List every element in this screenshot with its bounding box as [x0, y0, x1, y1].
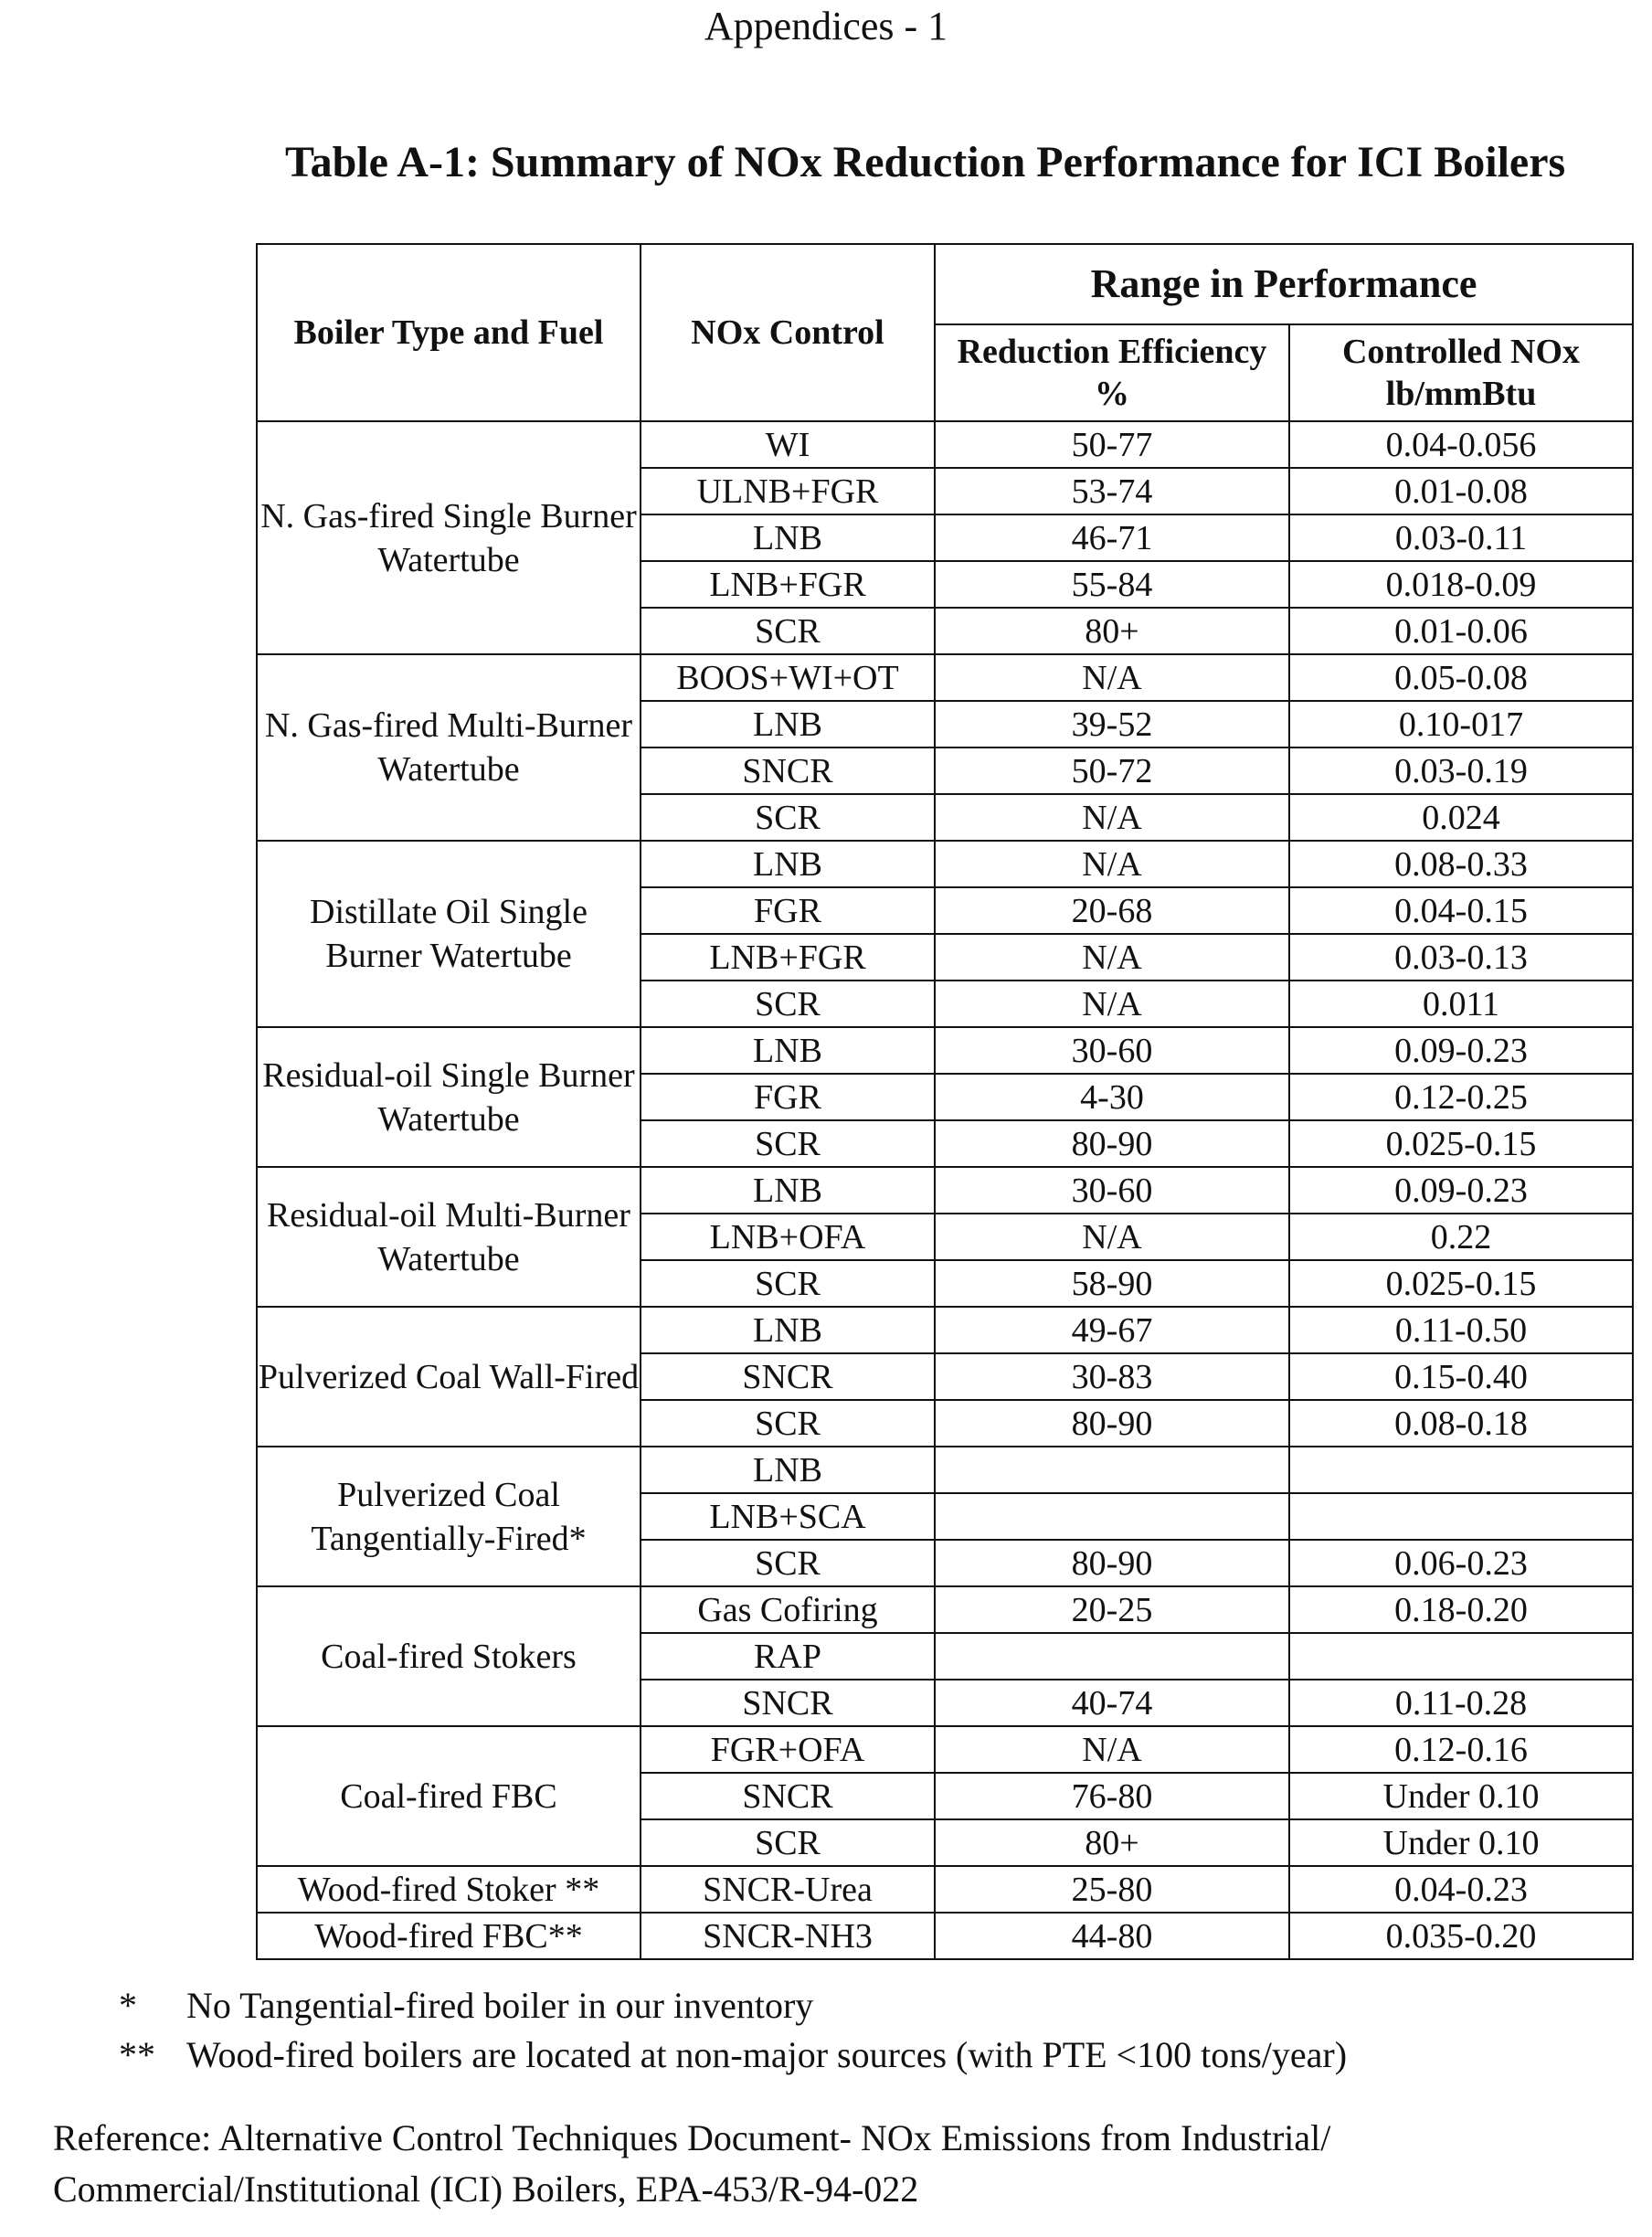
header-reduction-efficiency: Reduction Efficiency %	[935, 324, 1289, 421]
footnotes	[119, 1981, 1347, 2080]
reduction-efficiency-cell: 53-74	[935, 468, 1289, 514]
controlled-nox-cell: 0.09-0.23	[1289, 1167, 1633, 1214]
nox-control-cell: SCR	[641, 1120, 935, 1167]
reference-line: Commercial/Institutional (ICI) Boilers, EPA-453/R-94-022	[53, 2168, 919, 2210]
table-row	[257, 1586, 1633, 1633]
reference-line: Reference: Alternative Control Techniques Document- NOx Emissions from Industrial/	[53, 2117, 1331, 2158]
nox-control-cell: SCR	[641, 1400, 935, 1447]
reduction-efficiency-cell: 44-80	[935, 1913, 1289, 1959]
nox-control-cell: Gas Cofiring	[641, 1586, 935, 1633]
nox-control-cell: SCR	[641, 794, 935, 841]
reduction-efficiency-cell: N/A	[935, 654, 1289, 701]
footnote	[119, 1981, 1347, 2030]
nox-control-cell: SNCR	[641, 1680, 935, 1726]
table-body	[257, 421, 1633, 1959]
header-controlled-nox: Controlled NOx lb/mmBtu	[1289, 324, 1633, 421]
nox-control-cell: LNB	[641, 1447, 935, 1493]
page-header: Appendices - 1	[704, 4, 948, 48]
nox-control-cell: ULNB+FGR	[641, 468, 935, 514]
table-row	[257, 841, 1633, 887]
controlled-nox-cell: 0.11-0.50	[1289, 1307, 1633, 1353]
header-boiler-type: Boiler Type and Fuel	[257, 244, 641, 421]
reduction-efficiency-cell: N/A	[935, 1214, 1289, 1260]
nox-control-cell: SNCR	[641, 1353, 935, 1400]
footnote-mark: **	[119, 2034, 155, 2075]
nox-control-cell: LNB	[641, 1167, 935, 1214]
nox-control-cell: LNB+OFA	[641, 1214, 935, 1260]
controlled-nox-cell: 0.11-0.28	[1289, 1680, 1633, 1726]
controlled-nox-cell: 0.018-0.09	[1289, 561, 1633, 608]
header-range-in-performance: Range in Performance	[935, 244, 1633, 324]
reference	[53, 2113, 1606, 2215]
controlled-nox-cell: 0.025-0.15	[1289, 1260, 1633, 1307]
nox-control-cell: LNB	[641, 701, 935, 747]
controlled-nox-cell: 0.12-0.25	[1289, 1074, 1633, 1120]
table-row	[257, 1866, 1633, 1913]
nox-control-cell: SCR	[641, 1819, 935, 1866]
footnote-text: Wood-fired boilers are located at non-major sources (with PTE <100 tons/year)	[186, 2034, 1348, 2075]
controlled-nox-cell: 0.035-0.20	[1289, 1913, 1633, 1959]
controlled-nox-cell: 0.04-0.056	[1289, 421, 1633, 468]
nox-performance-table	[256, 243, 1634, 1960]
reduction-efficiency-cell: 40-74	[935, 1680, 1289, 1726]
controlled-nox-cell: 0.08-0.33	[1289, 841, 1633, 887]
nox-control-cell: SCR	[641, 1540, 935, 1586]
controlled-nox-cell: 0.05-0.08	[1289, 654, 1633, 701]
reduction-efficiency-cell: 30-60	[935, 1027, 1289, 1074]
reduction-efficiency-cell: 80-90	[935, 1120, 1289, 1167]
controlled-nox-cell	[1289, 1633, 1633, 1680]
controlled-nox-cell: Under 0.10	[1289, 1773, 1633, 1819]
controlled-nox-cell: 0.01-0.08	[1289, 468, 1633, 514]
reduction-efficiency-cell: 80-90	[935, 1400, 1289, 1447]
table-row	[257, 1726, 1633, 1773]
reduction-efficiency-cell	[935, 1447, 1289, 1493]
nox-control-cell: SCR	[641, 981, 935, 1027]
boiler-type-cell: Pulverized Coal Wall-Fired	[257, 1307, 641, 1447]
boiler-type-cell: Wood-fired Stoker **	[257, 1866, 641, 1913]
controlled-nox-cell: 0.06-0.23	[1289, 1540, 1633, 1586]
nox-control-cell: SNCR-NH3	[641, 1913, 935, 1959]
boiler-type-cell: Coal-fired Stokers	[257, 1586, 641, 1726]
reduction-efficiency-cell: 46-71	[935, 514, 1289, 561]
table-row	[257, 1913, 1633, 1959]
controlled-nox-cell: 0.09-0.23	[1289, 1027, 1633, 1074]
reduction-efficiency-cell: N/A	[935, 934, 1289, 981]
reduction-efficiency-cell: 39-52	[935, 701, 1289, 747]
nox-control-cell: LNB	[641, 1027, 935, 1074]
table-row	[257, 421, 1633, 468]
footnote-mark: *	[119, 1985, 137, 2026]
nox-control-cell: WI	[641, 421, 935, 468]
table-row	[257, 1447, 1633, 1493]
reduction-efficiency-cell: 30-60	[935, 1167, 1289, 1214]
nox-control-cell: LNB	[641, 514, 935, 561]
controlled-nox-cell	[1289, 1447, 1633, 1493]
reduction-efficiency-cell: 50-72	[935, 747, 1289, 794]
boiler-type-cell: N. Gas-fired Multi-Burner Watertube	[257, 654, 641, 841]
reduction-efficiency-cell: 50-77	[935, 421, 1289, 468]
nox-control-cell: SCR	[641, 608, 935, 654]
nox-control-cell: LNB	[641, 1307, 935, 1353]
footnote	[119, 2030, 1347, 2080]
nox-control-cell: LNB	[641, 841, 935, 887]
reduction-efficiency-cell: 76-80	[935, 1773, 1289, 1819]
nox-control-cell: LNB+SCA	[641, 1493, 935, 1540]
nox-control-cell: SNCR-Urea	[641, 1866, 935, 1913]
controlled-nox-cell	[1289, 1493, 1633, 1540]
nox-control-cell: BOOS+WI+OT	[641, 654, 935, 701]
boiler-type-cell: Wood-fired FBC**	[257, 1913, 641, 1959]
reduction-efficiency-cell: 80+	[935, 608, 1289, 654]
controlled-nox-cell: 0.01-0.06	[1289, 608, 1633, 654]
table-row	[257, 1307, 1633, 1353]
boiler-type-cell: Pulverized Coal Tangentially-Fired*	[257, 1447, 641, 1586]
reduction-efficiency-cell: 20-68	[935, 887, 1289, 934]
boiler-type-cell: Residual-oil Multi-Burner Watertube	[257, 1167, 641, 1307]
reduction-efficiency-cell: 55-84	[935, 561, 1289, 608]
boiler-type-cell: Residual-oil Single Burner Watertube	[257, 1027, 641, 1167]
controlled-nox-cell: 0.04-0.23	[1289, 1866, 1633, 1913]
reduction-efficiency-cell: 25-80	[935, 1866, 1289, 1913]
table-row	[257, 654, 1633, 701]
reduction-efficiency-cell: 80+	[935, 1819, 1289, 1866]
reduction-efficiency-cell: 58-90	[935, 1260, 1289, 1307]
reduction-efficiency-cell: 49-67	[935, 1307, 1289, 1353]
nox-control-cell: SNCR	[641, 1773, 935, 1819]
reduction-efficiency-cell	[935, 1493, 1289, 1540]
reduction-efficiency-cell	[935, 1633, 1289, 1680]
reduction-efficiency-cell: N/A	[935, 841, 1289, 887]
controlled-nox-cell: 0.15-0.40	[1289, 1353, 1633, 1400]
controlled-nox-cell: 0.03-0.11	[1289, 514, 1633, 561]
controlled-nox-cell: 0.10-017	[1289, 701, 1633, 747]
controlled-nox-cell: 0.12-0.16	[1289, 1726, 1633, 1773]
reduction-efficiency-cell: 80-90	[935, 1540, 1289, 1586]
header-nox-control: NOx Control	[641, 244, 935, 421]
nox-control-cell: FGR	[641, 1074, 935, 1120]
controlled-nox-cell: 0.03-0.19	[1289, 747, 1633, 794]
reduction-efficiency-cell: N/A	[935, 1726, 1289, 1773]
boiler-type-cell: Coal-fired FBC	[257, 1726, 641, 1866]
controlled-nox-cell: 0.03-0.13	[1289, 934, 1633, 981]
boiler-type-cell: Distillate Oil Single Burner Watertube	[257, 841, 641, 1027]
controlled-nox-cell: 0.18-0.20	[1289, 1586, 1633, 1633]
nox-control-cell: FGR+OFA	[641, 1726, 935, 1773]
nox-control-cell: SNCR	[641, 747, 935, 794]
controlled-nox-cell: 0.04-0.15	[1289, 887, 1633, 934]
table-row	[257, 1027, 1633, 1074]
footnote-text: No Tangential-fired boiler in our inventory	[186, 1985, 814, 2026]
table-title: Table A-1: Summary of NOx Reduction Performance for ICI Boilers	[285, 138, 1566, 186]
reduction-efficiency-cell: 30-83	[935, 1353, 1289, 1400]
nox-control-cell: LNB+FGR	[641, 934, 935, 981]
table-row	[257, 1167, 1633, 1214]
reduction-efficiency-cell: N/A	[935, 794, 1289, 841]
controlled-nox-cell: Under 0.10	[1289, 1819, 1633, 1866]
controlled-nox-cell: 0.011	[1289, 981, 1633, 1027]
nox-control-cell: SCR	[641, 1260, 935, 1307]
nox-control-cell: RAP	[641, 1633, 935, 1680]
nox-control-cell: LNB+FGR	[641, 561, 935, 608]
controlled-nox-cell: 0.22	[1289, 1214, 1633, 1260]
reduction-efficiency-cell: 4-30	[935, 1074, 1289, 1120]
nox-control-cell: FGR	[641, 887, 935, 934]
controlled-nox-cell: 0.08-0.18	[1289, 1400, 1633, 1447]
reduction-efficiency-cell: 20-25	[935, 1586, 1289, 1633]
controlled-nox-cell: 0.025-0.15	[1289, 1120, 1633, 1167]
boiler-type-cell: N. Gas-fired Single Burner Watertube	[257, 421, 641, 654]
controlled-nox-cell: 0.024	[1289, 794, 1633, 841]
reduction-efficiency-cell: N/A	[935, 981, 1289, 1027]
